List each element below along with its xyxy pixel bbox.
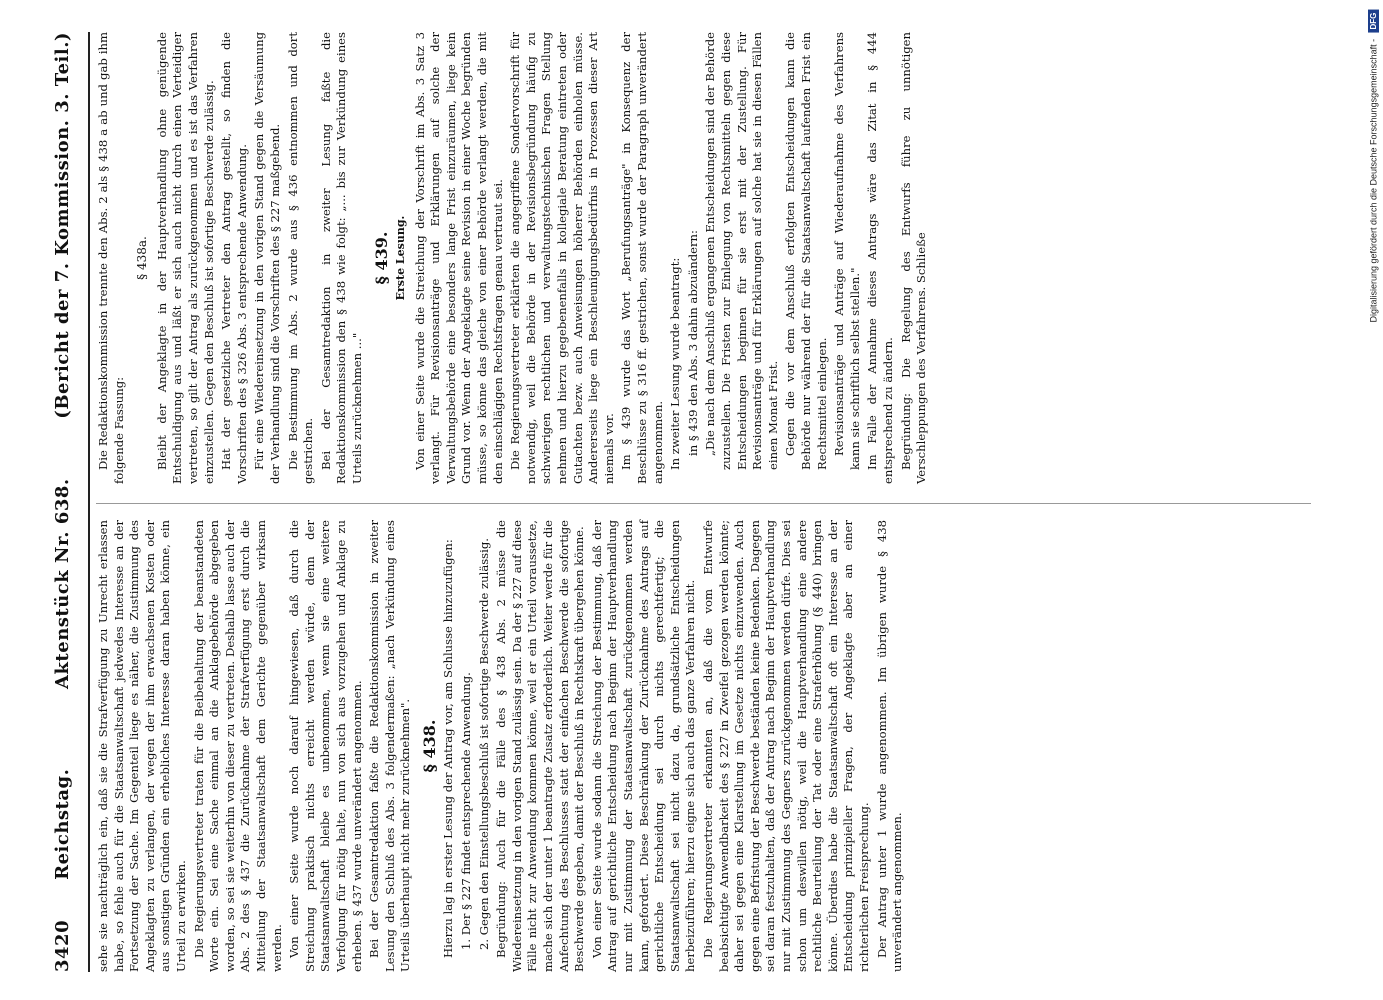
paragraph: in § 439 den Abs. 3 dahin abzuändern:: [685, 230, 700, 456]
page-number: 3420: [52, 919, 73, 972]
paragraph: Begründung: Die Regelung des Entwurfs führe zu unnötigen Verschleppungen des Verfahrens. Schließe: [898, 32, 929, 484]
subheading: Erste Lesung.: [394, 215, 408, 301]
paragraph: Bleibt der Angeklagte in der Hauptverhandlung ohne genügende Entschuldigung aus und läßt er sich auch nicht durch einen Verteidiger vertreten, so gilt der Antrag als zurückgenommen und es ist das Verfahren einzustellen. Gegen den Beschluß ist sofortige Beschwerde zulässig.: [154, 32, 216, 484]
paragraph: In zweiter Lesung wurde beantragt:: [668, 257, 683, 470]
quote-paragraph: Gegen die vor dem Anschluß erfolgten Entscheidungen kann die Behörde nur während der für die Staatsanwaltschaft laufenden Frist ein Rechtsmittel einlegen.: [783, 32, 829, 470]
paragraph: Die Regierungsvertreter traten für die Beibehaltung der beanstandeten Worte ein. Sei eine Sache einmal an die Anklagebehörde abgegeben worden, so sei sie weiterhin von dieser zu vertreten. Deshalb lasse auch der Abs. 2 des § 437 die Zurücknahme der Strafverfügung erst durch die Mitteilung der Staatsanwaltschaft dem Gerichte gegenüber wirksam werden.: [191, 520, 284, 972]
credit-text: Digitalisierung gefördert durch die Deutsche Forschungsgemeinschaft -: [1368, 38, 1379, 323]
paragraph: Für eine Wiedereinsetzung in den vorigen Stand gegen die Versäumung der Verhandlung sind die Vorschriften des § 227 maßgebend.: [252, 32, 282, 484]
paragraph: Begründung: Auch für die Fälle des § 438 Abs. 2 müsse die Wiedereinsetzung in den vorigen Stand zulässig sein. Da der § 227 auf diese Fälle nicht zur Anwendung kommen könne, weil er ein Urteil voraussetze, mache sich der unter 1 beantragte Zusatz erforderlich. Weiter werde für die Anfechtung des Beschlusses statt der einfachen Beschwerde die sofortige Beschwerde gegeben, damit der Beschluß in Rechtskraft übergehen könne.: [494, 520, 587, 972]
paragraph: Hierzu lag in erster Lesung der Antrag vor, am Schlusse hinzuzufügen:: [441, 539, 456, 958]
header-center-title: Aktenstück Nr. 638.: [52, 478, 73, 690]
quote-paragraph: Revisionsanträge und Anträge auf Wiederaufnahme des Verfahrens kann sie schriftlich selbst stellen.": [832, 32, 862, 470]
paragraph: Die Regierungsvertreter erklärten die angegriffene Sondervorschrift für notwendig, weil die Behörde in der Revisionsbegründung häufig zu schwierigen rechtlichen und verwaltungstechnischen Fragen Stellung nehmen und hierzu gegebenenfalls in kollegiale Beratung eintreten oder Gutachten bezw. auch Anweisungen höherer Behörden einholen müsse. Andererseits liege ein Beschleunigungsbedürfnis in Prozessen dieser Art niemals vor.: [508, 32, 616, 484]
paragraph: Bei der Gesamtredaktion faßte die Redaktionskommission in zweiter Lesung den Schluß des Abs. 3 folgendermaßen: „nach Verkündung eines Urteils überhaupt nicht mehr zurücknehmen".: [367, 520, 413, 972]
dfg-logo: DFG: [1368, 10, 1379, 33]
left-column: [96, 520, 908, 972]
section-heading: § 439.: [371, 231, 391, 285]
paragraph: Im Falle der Annahme dieses Antrags wäre das Zitat in § 444 entsprechend zu ändern.: [865, 32, 895, 484]
page-header: [52, 32, 86, 972]
right-column: [96, 32, 932, 484]
paragraph: Bei der Gesamtredaktion in zweiter Lesung faßte die Redaktionskommission den § 438 wie folgt: „... bis zur Verkündung eines Urteils zurücknehmen ...": [318, 32, 364, 484]
column-divider: [96, 503, 1311, 504]
paragraph: Die Regierungsvertreter erkannten an, daß die vom Entwurfe beabsichtigte Anwendbarkeit des § 227 in Zweifel gezogen werden könnte; daher sei gegen eine Klarstellung im Gesetze nichts einzuwenden. Auch gegen eine Befristung der Beschwerde beständen keine Bedenken. Dagegen sei daran festzuhalten, daß der Antrag nach Beginn der Hauptverhandlung nur mit Zustimmung des Gegners zurückgenommen werden dürfe. Dies sei schon um deswillen nötig, weil die Hauptverhandlung eine andere rechtliche Beurteilung der Tat oder eine Straferhöhung (§ 440) bringen könne. Überdies habe die Staatsanwaltschaft oft ein Interesse an der Entscheidung prinzipieller Fragen, der Angeklagte aber an einer richterlichen Freisprechung.: [700, 520, 871, 972]
paragraph: Von einer Seite wurde die Streichung der Vorschrift im Abs. 3 Satz 3 verlangt. Für Revisionsanträge und Erklärungen auf solche der Verwaltungsbehörde eine besonders lange Frist einzuräumen, liege kein Grund vor. Wenn der Angeklagte seine Revision in einer Woche begründen müsse, so könne das gleiche von einer Behörde verlangt werden, die mit den einschlägigen Rechtsfragen genau vertraut sei.: [412, 32, 505, 484]
paragraph: sehe sie nachträglich ein, daß sie die Strafverfügung zu Unrecht erlassen habe, so fehle auch für die Staatsanwaltschaft jedwedes Interesse an der Fortsetzung der Sache. Im Gegenteil liege es näher, die Zustimmung des Angeklagten zu verlangen, der wegen der ihm erwachsenen Kosten oder aus sonstigen Gründen ein erhebliches Interesse daran haben könne, ein Urteil zu erwirken.: [96, 520, 188, 972]
paragraph: Von einer Seite wurde sodann die Streichung der Bestimmung, daß der Antrag auf gerichtliche Entscheidung nach Beginn der Hauptverhandlung nur mit Zustimmung der Staatsanwaltschaft zurückgenommen werden kann, gefordert. Diese Beschränkung der Zurücknahme des Antrags auf gerichtliche Entscheidung sei durch nichts gerechtfertigt; die Staatsanwaltschaft sei nicht dazu da, grundsätzliche Entscheidungen herbeizuführen; hierzu eigne sich auch das ganze Verfahren nicht.: [589, 520, 698, 972]
quote-paragraph: „Die nach dem Anschluß ergangenen Entscheidungen sind der Behörde zuzustellen. Die Fristen zur Einlegung von Rechtsmitteln gegen diese Entscheidungen beginnen für sie erst mit der Zustellung. Für Revisionsanträge und für Erklärungen auf solche hat sie in diesen Fällen einen Monat Frist.: [703, 32, 780, 470]
header-rule: [88, 32, 90, 972]
digitization-credit: [1368, 10, 1379, 323]
paragraph: Von einer Seite wurde noch darauf hingewiesen, daß durch die Streichung praktisch nichts erreicht werden würde, denn der Staatsanwaltschaft bleibe es unbenommen, wenn sie eine weitere Verfolgung für nötig halte, nun von sich aus vorzugehen und Anklage zu erheben. § 437 wurde unverändert angenommen.: [287, 520, 364, 972]
list-item: 2. Gegen den Einstellungsbeschluß ist sofortige Beschwerde zulässig.: [476, 538, 491, 950]
list-item: 1. Der § 227 findet entsprechende Anwendung.: [459, 672, 474, 950]
paragraph: Die Redaktionskommission trennte den Abs. 2 als § 438 a ab und gab ihm folgende Fassung:: [96, 32, 126, 484]
paragraph: Im § 439 wurde das Wort „Berufungsanträge" in Konsequenz der Beschlüsse zu § 316 ff. gestrichen, sonst wurde der Paragraph unverändert angenommen.: [619, 32, 665, 484]
document-page: [40, 0, 1340, 1000]
header-left-title: Reichstag.: [52, 768, 73, 880]
paragraph: Der Antrag unter 1 wurde angenommen. Im übrigen wurde § 438 unverändert angenommen.: [874, 520, 905, 972]
header-right-title: (Bericht der 7. Kommission. 3. Teil.): [52, 32, 73, 419]
paragraph: Hat der gesetzliche Vertreter den Antrag gestellt, so finden die Vorschriften des § 326 Abs. 3 entsprechende Anwendung.: [219, 32, 249, 484]
paragraph: Die Bestimmung im Abs. 2 wurde aus § 436 entnommen und dort gestrichen.: [285, 32, 316, 484]
section-heading: § 438.: [419, 719, 439, 773]
section-heading: § 438a.: [135, 236, 150, 280]
